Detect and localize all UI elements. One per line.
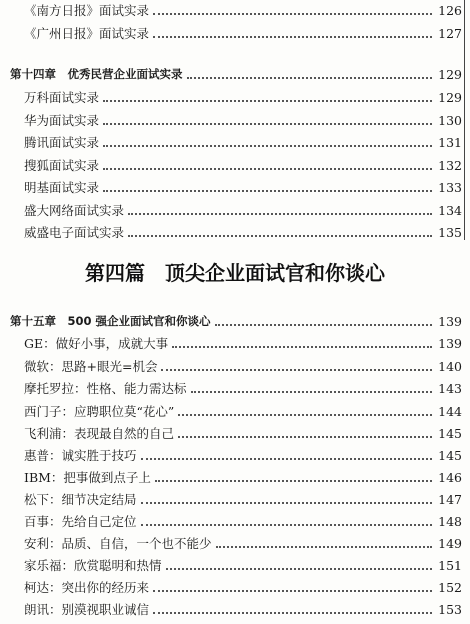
chapter-heading[interactable] xyxy=(0,311,470,331)
page-number: 127 xyxy=(438,25,462,41)
entry-title: GE：做好小事，成就大事 xyxy=(24,336,169,351)
entry-title: 松下：细节决定结局 xyxy=(24,492,137,507)
page-number: 144 xyxy=(438,403,462,419)
toc-entry[interactable] xyxy=(0,467,470,487)
toc-entry[interactable] xyxy=(0,23,470,43)
toc-entry[interactable] xyxy=(0,0,470,20)
page-number: 132 xyxy=(438,157,462,173)
entry-title: 《南方日报》面试实录 xyxy=(24,3,150,18)
toc-entry[interactable] xyxy=(0,489,470,509)
entry-title: 华为面试实录 xyxy=(24,113,100,128)
dot-leader xyxy=(141,523,433,526)
entry-title: 家乐福：欣赏聪明和热情 xyxy=(24,558,162,573)
dot-leader xyxy=(153,589,432,592)
page-number: 134 xyxy=(438,202,462,218)
entry-title: 《广州日报》面试实录 xyxy=(24,26,150,41)
entry-title: 威盛电子面试实录 xyxy=(24,225,125,240)
entry-title: 搜狐面试实录 xyxy=(24,158,100,173)
page-number: 140 xyxy=(438,358,462,374)
toc-entry[interactable] xyxy=(0,445,470,465)
dot-leader xyxy=(178,435,432,438)
dot-leader xyxy=(153,35,432,38)
toc-entry[interactable] xyxy=(0,401,470,421)
page-number: 139 xyxy=(438,335,462,351)
page-number: 145 xyxy=(438,447,462,463)
page-number: 129 xyxy=(438,66,462,82)
entry-title: IBM：把事做到点子上 xyxy=(24,470,151,485)
entry-title: 盛大网络面试实录 xyxy=(24,203,125,218)
toc-entry[interactable] xyxy=(0,533,470,553)
page-number: 151 xyxy=(438,557,462,573)
dot-leader xyxy=(191,390,433,393)
entry-title: 西门子：应聘职位莫“花心” xyxy=(24,404,175,419)
toc-entry[interactable] xyxy=(0,110,470,130)
toc-entry[interactable] xyxy=(0,200,470,220)
toc-entry[interactable] xyxy=(0,87,470,107)
dot-leader xyxy=(128,212,432,215)
page-number: 131 xyxy=(438,134,462,150)
entry-title: 朗讯：别漠视职业诚信 xyxy=(24,602,150,617)
dot-leader xyxy=(215,323,433,326)
page-number: 129 xyxy=(438,89,462,105)
dot-leader xyxy=(172,345,432,348)
dot-leader xyxy=(103,167,432,170)
chapter-title: 第十五章 500 强企业面试官和你谈心 xyxy=(10,314,211,328)
entry-title: 飞利浦：表现最自然的自己 xyxy=(24,426,175,441)
page-number: 146 xyxy=(438,469,462,485)
dot-leader xyxy=(141,501,433,504)
dot-leader xyxy=(187,76,433,79)
dot-leader xyxy=(216,545,433,548)
dot-leader xyxy=(161,368,432,371)
page-number: 148 xyxy=(438,513,462,529)
entry-title: 明基面试实录 xyxy=(24,180,100,195)
dot-leader xyxy=(153,611,432,614)
toc-entry[interactable] xyxy=(0,378,470,398)
toc-entry[interactable] xyxy=(0,577,470,597)
entry-title: 柯达：突出你的经历来 xyxy=(24,580,150,595)
page-number: 143 xyxy=(438,380,462,396)
chapter-heading[interactable] xyxy=(0,64,470,84)
page-number: 153 xyxy=(438,601,462,617)
dot-leader xyxy=(103,189,432,192)
dot-leader xyxy=(103,122,432,125)
entry-title: 腾讯面试实录 xyxy=(24,135,100,150)
dot-leader xyxy=(166,567,433,570)
entry-title: 百事：先给自己定位 xyxy=(24,514,137,529)
toc-entry[interactable] xyxy=(0,555,470,575)
dot-leader xyxy=(153,12,432,15)
entry-title: 摩托罗拉：性格、能力需达标 xyxy=(24,381,187,396)
page-number: 133 xyxy=(438,179,462,195)
toc-entry[interactable] xyxy=(0,356,470,376)
page-number: 139 xyxy=(438,313,462,329)
toc-entry[interactable] xyxy=(0,132,470,152)
page-number: 152 xyxy=(438,579,462,595)
toc-entry[interactable] xyxy=(0,333,470,353)
page-number: 130 xyxy=(438,112,462,128)
page-number: 145 xyxy=(438,425,462,441)
dot-leader xyxy=(103,99,432,102)
page-number: 135 xyxy=(438,224,462,240)
page-number: 126 xyxy=(438,2,462,18)
dot-leader xyxy=(103,144,432,147)
dot-leader xyxy=(141,457,433,460)
part-title: 第四篇 顶尖企业面试官和你谈心 xyxy=(85,261,385,285)
toc-entry[interactable] xyxy=(0,511,470,531)
toc-entry[interactable] xyxy=(0,155,470,175)
toc-entry[interactable] xyxy=(0,599,470,619)
dot-leader xyxy=(178,413,432,416)
page-number: 149 xyxy=(438,535,462,551)
page-number: 147 xyxy=(438,491,462,507)
entry-title: 惠普：诚实胜于技巧 xyxy=(24,448,137,463)
entry-title: 万科面试实录 xyxy=(24,90,100,105)
dot-leader xyxy=(155,479,432,482)
toc-entry[interactable] xyxy=(0,177,470,197)
toc-entry[interactable] xyxy=(0,222,470,242)
toc-entry[interactable] xyxy=(0,423,470,443)
entry-title: 微软：思路+眼光=机会 xyxy=(24,359,158,374)
entry-title: 安利：品质、自信，一个也不能少 xyxy=(24,536,212,551)
dot-leader xyxy=(128,234,432,237)
chapter-title: 第十四章 优秀民营企业面试实录 xyxy=(10,67,183,81)
